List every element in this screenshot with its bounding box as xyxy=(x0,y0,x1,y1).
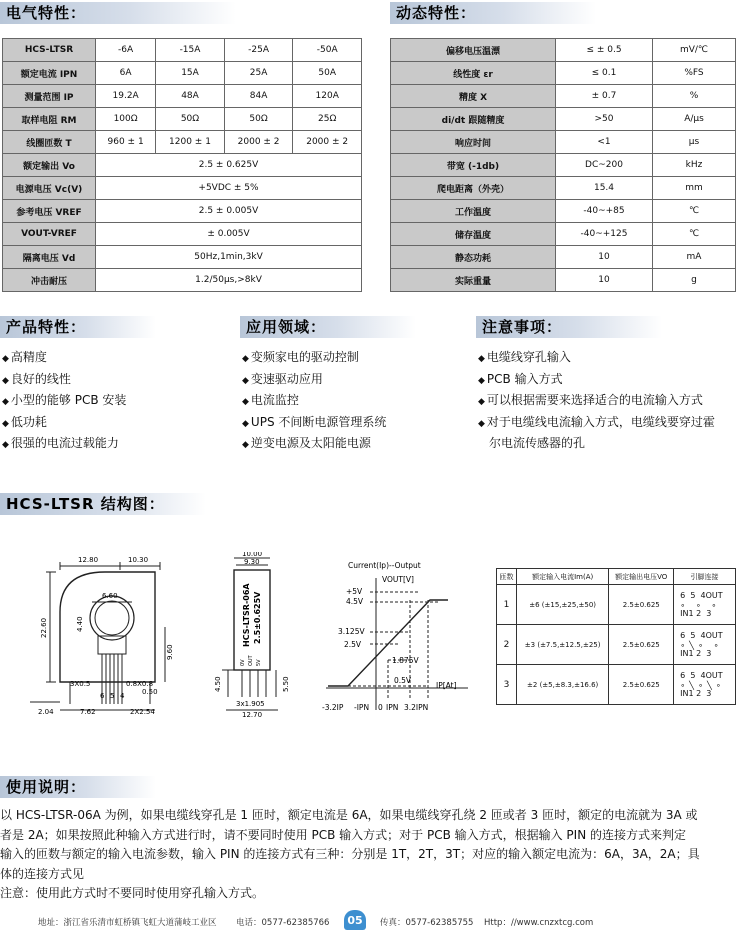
dyn-unit: % xyxy=(653,85,736,108)
product-item-text: 小型的能够 PCB 安装 xyxy=(10,393,127,407)
conn-turns: 3 xyxy=(497,665,517,705)
conn-header-cell: 额定输出电压VO xyxy=(609,569,674,585)
y-tick-4-5v: 4.5V xyxy=(346,597,364,606)
conn-current: ±3 (±7.5,±12.5,±25) xyxy=(516,625,608,665)
dim-10-30: 10.30 xyxy=(128,556,149,564)
conn-row xyxy=(497,585,736,625)
dyn-unit: ℃ xyxy=(653,223,736,246)
elec-row xyxy=(3,200,362,223)
dyn-row xyxy=(391,200,736,223)
elec-row xyxy=(3,85,362,108)
bullet-icon: ◆ xyxy=(478,397,485,407)
elec-header-cell: -15A xyxy=(156,39,225,62)
dim-2-04: 2.04 xyxy=(38,708,54,716)
usage-line: 输入的匝数与额定的输入电流参数，输入 PIN 的连接方式有三种：分别是 1T，2T，3T；对应的输入额定电流为：6A，3A，2A；具 xyxy=(0,847,700,861)
dim-2x2-54: 2X2.54 xyxy=(130,708,155,716)
dim-9-60: 9.60 xyxy=(166,644,174,660)
notice-item xyxy=(478,413,715,435)
usage-header: 使用说明： xyxy=(0,776,156,798)
elec-row-label: 取样电阻 RM xyxy=(3,108,96,131)
elec-row xyxy=(3,223,362,246)
usage-line: 注意：使用此方式时不要同时使用穿孔输入方式。 xyxy=(0,886,265,900)
dynamic-table xyxy=(390,38,736,292)
conn-pin-diagram xyxy=(674,585,736,625)
dyn-unit: A/μs xyxy=(653,108,736,131)
bullet-icon: ◆ xyxy=(2,375,9,386)
elec-row xyxy=(3,154,362,177)
notice-item-text: 电缆线穿孔输入 xyxy=(486,350,571,364)
elec-cell: 6A xyxy=(96,62,156,85)
dyn-row-label: 线性度 εr xyxy=(391,62,556,85)
notice-item xyxy=(478,434,715,454)
application-item-text: UPS 不间断电源管理系统 xyxy=(250,414,387,429)
elec-cell: +5VDC ± 5% xyxy=(96,177,362,200)
dyn-row-label: 爬电距离（外壳） xyxy=(391,177,556,200)
graph-x-axis-label: IP[At] xyxy=(436,681,457,690)
pin-top-labels: 6 5 4OUT xyxy=(680,670,723,680)
elec-cell: 50Ω xyxy=(224,108,293,131)
conn-voltage: 2.5±0.625 xyxy=(609,665,674,705)
dynamic-header: 动态特性： xyxy=(390,2,596,24)
bullet-icon: ◆ xyxy=(242,354,249,364)
dyn-unit: %FS xyxy=(653,62,736,85)
elec-cell: 15A xyxy=(156,62,225,85)
elec-cell: 120A xyxy=(293,85,362,108)
conn-header-cell: 匝数 xyxy=(497,569,517,585)
dyn-value: DC~200 xyxy=(556,154,653,177)
notice-item-text: 对于电缆线电流输入方式，电缆线要穿过霍 xyxy=(486,414,715,429)
dyn-unit: μs xyxy=(653,131,736,154)
product-item-text: 高精度 xyxy=(10,350,47,364)
dim-4-40: 4.40 xyxy=(76,616,84,632)
bullet-icon: ◆ xyxy=(478,354,485,364)
pin-link-icon: ∘╲∘╲∘ xyxy=(680,680,725,690)
pin-4-label: 4 xyxy=(120,692,125,700)
bullet-icon: ◆ xyxy=(242,440,249,450)
footer-website: Http：//www.cnzxtcg.com xyxy=(484,918,594,928)
product-item-text: 很强的电流过载能力 xyxy=(10,436,119,450)
dyn-row xyxy=(391,131,736,154)
elec-row-label: 测量范围 IP xyxy=(3,85,96,108)
pin-out-marking: OUT xyxy=(248,655,254,666)
product-list xyxy=(2,348,126,456)
elec-cell: 25A xyxy=(224,62,293,85)
elec-cell: 19.2A xyxy=(96,85,156,108)
dim-10-00: 10.00 xyxy=(242,552,263,558)
dyn-row xyxy=(391,269,736,292)
pin-top-labels: 6 5 4OUT xyxy=(680,630,723,640)
structure-header: HCS-LTSR 结构图： xyxy=(0,493,206,515)
application-item-text: 变速驱动应用 xyxy=(250,371,323,386)
notice-item-text: 可以根据需要来选择适合的电流输入方式 xyxy=(486,393,703,407)
spec-marking: 2.5±0.625V xyxy=(253,591,262,644)
dyn-unit: kHz xyxy=(653,154,736,177)
dyn-value: 10 xyxy=(556,269,653,292)
page-number: 05 xyxy=(344,910,366,930)
dyn-row xyxy=(391,62,736,85)
elec-cell: 1.2/50μs,>8kV xyxy=(96,269,362,292)
notice-item xyxy=(478,391,715,413)
x-tick-minus-ipn: -IPN xyxy=(354,703,370,712)
notice-item xyxy=(478,348,715,370)
elec-row-label: 额定输出 Vo xyxy=(3,154,96,177)
model-marking: HCS-LTSR-06A xyxy=(242,583,251,647)
dyn-unit: mA xyxy=(653,246,736,269)
conn-pin-diagram xyxy=(674,665,736,705)
conn-current: ±6 (±15,±25,±50) xyxy=(516,585,608,625)
dyn-row xyxy=(391,108,736,131)
bullet-icon: ◆ xyxy=(478,375,485,386)
bullet-icon: ◆ xyxy=(2,354,9,364)
usage-line: 以 HCS-LTSR-06A 为例，如果电缆线穿孔是 1 匝时，额定电流是 6A，如果电缆线穿孔绕 2 匝或者 3 匝时，额定的电流就为 3A 或 xyxy=(0,808,698,822)
elec-cell: 48A xyxy=(156,85,225,108)
dim-3x0-5: 3X0.5 xyxy=(70,680,91,688)
dyn-row xyxy=(391,154,736,177)
conn-header-cell: 引脚连接 xyxy=(674,569,736,585)
dim-0-50: 0.50 xyxy=(142,688,158,696)
elec-row-label: 线圈匝数 T xyxy=(3,131,96,154)
dyn-unit: mV/℃ xyxy=(653,39,736,62)
dim-22-60: 22.60 xyxy=(40,617,48,638)
conn-turns: 1 xyxy=(497,585,517,625)
output-graph xyxy=(318,560,488,718)
elec-cell: 50Hz,1min,3kV xyxy=(96,246,362,269)
dyn-row xyxy=(391,85,736,108)
elec-cell: 84A xyxy=(224,85,293,108)
application-item xyxy=(242,391,386,413)
elec-row-label: 冲击耐压 xyxy=(3,269,96,292)
dyn-row xyxy=(391,177,736,200)
dyn-row-label: di/dt 跟随精度 xyxy=(391,108,556,131)
product-item xyxy=(2,348,126,370)
application-item-text: 电流监控 xyxy=(250,393,299,407)
elec-row xyxy=(3,246,362,269)
conn-voltage: 2.5±0.625 xyxy=(609,585,674,625)
elec-cell: 100Ω xyxy=(96,108,156,131)
connection-table xyxy=(496,568,736,705)
elec-row-label: 电源电压 Vc(V) xyxy=(3,177,96,200)
elec-row xyxy=(3,177,362,200)
y-tick-2-5v: 2.5V xyxy=(344,640,362,649)
notice-list xyxy=(478,348,715,454)
y-tick-3-125v: 3.125V xyxy=(338,627,365,636)
footer-address: 地址：浙江省乐清市虹桥镇飞虹大道蒲岐工业区 xyxy=(38,918,217,928)
dyn-value: -40~+85 xyxy=(556,200,653,223)
elec-cell: 2000 ± 2 xyxy=(293,131,362,154)
side-view-drawing xyxy=(212,552,302,717)
dyn-unit: g xyxy=(653,269,736,292)
application-item xyxy=(242,348,386,370)
dyn-unit: ℃ xyxy=(653,200,736,223)
elec-cell: 2000 ± 2 xyxy=(224,131,293,154)
dim-9-30: 9.30 xyxy=(244,558,260,566)
conn-current: ±2 (±5,±8.3,±16.6) xyxy=(516,665,608,705)
elec-cell: 2.5 ± 0.005V xyxy=(96,200,362,223)
pin-top-labels: 6 5 4OUT xyxy=(680,590,723,600)
pin-bottom-labels: IN1 2 3 xyxy=(680,688,712,698)
elec-header-cell: -50A xyxy=(293,39,362,62)
dim-6-60: 6.60 xyxy=(102,592,118,600)
x-tick-minus-3-2ip: -3.2IP xyxy=(322,703,344,712)
conn-voltage: 2.5±0.625 xyxy=(609,625,674,665)
dim-5-50: 5.50 xyxy=(282,676,290,692)
dim-7-62: 7.62 xyxy=(80,708,96,716)
dim-0-8x0-8: 0.8X0.8 xyxy=(126,680,154,688)
application-item-text: 变频家电的驱动控制 xyxy=(250,350,359,364)
notice-item xyxy=(478,370,715,392)
notice-header: 注意事项： xyxy=(476,316,662,338)
product-item xyxy=(2,391,126,413)
elec-row xyxy=(3,131,362,154)
conn-pin-diagram xyxy=(674,625,736,665)
dyn-value: -40~+125 xyxy=(556,223,653,246)
dyn-row xyxy=(391,39,736,62)
conn-turns: 2 xyxy=(497,625,517,665)
bullet-icon: ◆ xyxy=(242,375,249,386)
graph-title: Current(Ip)--Output xyxy=(348,561,421,570)
bullet-icon: ◆ xyxy=(242,397,249,407)
usage-text xyxy=(0,806,737,904)
pin-bottom-labels: IN1 2 3 xyxy=(680,648,712,658)
dyn-value: >50 xyxy=(556,108,653,131)
bullet-icon: ◆ xyxy=(478,418,485,429)
elec-header-row xyxy=(3,39,362,62)
application-item-text: 逆变电源及太阳能电源 xyxy=(250,436,371,450)
application-item xyxy=(242,370,386,392)
product-item-text: 低功耗 xyxy=(10,414,47,429)
x-tick-3-2ipn: 3.2IPN xyxy=(404,703,429,712)
dim-3x1-905: 3x1.905 xyxy=(236,700,265,708)
dyn-row-label: 响应时间 xyxy=(391,131,556,154)
bullet-icon: ◆ xyxy=(2,440,9,450)
elec-cell: 50Ω xyxy=(156,108,225,131)
dyn-unit: mm xyxy=(653,177,736,200)
pin-bottom-labels: IN1 2 3 xyxy=(680,608,712,618)
elec-cell: ± 0.005V xyxy=(96,223,362,246)
pin-5v-marking: 5V xyxy=(256,659,262,666)
product-item xyxy=(2,413,126,435)
application-header: 应用领域： xyxy=(240,316,416,338)
bullet-icon: ◆ xyxy=(242,418,249,429)
dyn-row xyxy=(391,223,736,246)
elec-header-cell: -6A xyxy=(96,39,156,62)
conn-row xyxy=(497,625,736,665)
elec-header-cell: -25A xyxy=(224,39,293,62)
dyn-row-label: 实际重量 xyxy=(391,269,556,292)
elec-row xyxy=(3,62,362,85)
pin-link-icon: ∘╲∘ ∘ xyxy=(680,640,723,650)
conn-header-cell: 额定输入电流Im(A) xyxy=(516,569,608,585)
dim-4-50: 4.50 xyxy=(214,676,222,692)
dyn-value: ≤ ± 0.5 xyxy=(556,39,653,62)
elec-row-label: 参考电压 VREF xyxy=(3,200,96,223)
usage-line: 者是 2A；如果按照此种输入方式进行时，请不要同时使用 PCB 输入方式；对于 PCB 输入方式，根据输入 PIN 的连接方式来判定 xyxy=(0,827,686,842)
dyn-row-label: 静态功耗 xyxy=(391,246,556,269)
product-item-text: 良好的线性 xyxy=(10,371,71,386)
dyn-row xyxy=(391,246,736,269)
y-tick-0-5v: 0.5V xyxy=(394,676,412,685)
notice-item-text: 尔电流传感器的孔 xyxy=(489,436,586,450)
electrical-header: 电气特性： xyxy=(0,2,236,24)
dim-12-80: 12.80 xyxy=(78,556,99,564)
elec-cell: 25Ω xyxy=(293,108,362,131)
bullet-icon: ◆ xyxy=(2,397,9,407)
application-list xyxy=(242,348,386,456)
footer-phone: 电话：0577-62385766 xyxy=(236,918,330,928)
dyn-value: ≤ 0.1 xyxy=(556,62,653,85)
elec-row xyxy=(3,108,362,131)
dyn-value: ± 0.7 xyxy=(556,85,653,108)
conn-header-row xyxy=(497,569,736,585)
elec-cell: 2.5 ± 0.625V xyxy=(96,154,362,177)
electrical-table xyxy=(2,38,362,292)
dyn-value: 15.4 xyxy=(556,177,653,200)
product-item xyxy=(2,370,126,392)
elec-row-label: 额定电流 IPN xyxy=(3,62,96,85)
product-item xyxy=(2,434,126,456)
dyn-row-label: 工作温度 xyxy=(391,200,556,223)
graph-y-axis-label: VOUT[V] xyxy=(382,575,414,584)
pin-link-icon: ∘ ∘ ∘ xyxy=(680,600,721,610)
bullet-icon: ◆ xyxy=(2,418,9,429)
y-tick-1-875v: 1.875V xyxy=(392,656,419,665)
elec-cell: 960 ± 1 xyxy=(96,131,156,154)
notice-item-text: PCB 输入方式 xyxy=(486,371,563,386)
y-tick-5v: +5V xyxy=(346,587,363,596)
dyn-row-label: 偏移电压温漂 xyxy=(391,39,556,62)
conn-row xyxy=(497,665,736,705)
application-item xyxy=(242,434,386,456)
product-header: 产品特性： xyxy=(0,316,156,338)
elec-header-cell: HCS-LTSR xyxy=(3,39,96,62)
x-tick-0: 0 xyxy=(378,703,383,712)
elec-row-label: 隔离电压 Vd xyxy=(3,246,96,269)
dyn-row-label: 带宽 (-1db) xyxy=(391,154,556,177)
dim-12-70: 12.70 xyxy=(242,711,263,717)
pin-6-label: 6 xyxy=(100,692,105,700)
x-tick-ipn: IPN xyxy=(386,703,399,712)
pin-5-label: 5 xyxy=(110,692,115,700)
elec-row xyxy=(3,269,362,292)
usage-line: 体的连接方式见 xyxy=(0,866,85,881)
front-view-drawing xyxy=(0,552,190,717)
dyn-value: 10 xyxy=(556,246,653,269)
elec-cell: 50A xyxy=(293,62,362,85)
dyn-row-label: 储存温度 xyxy=(391,223,556,246)
dyn-value: <1 xyxy=(556,131,653,154)
application-item xyxy=(242,413,386,435)
dyn-row-label: 精度 X xyxy=(391,85,556,108)
footer-fax: 传真：0577-62385755 xyxy=(380,918,474,928)
elec-cell: 1200 ± 1 xyxy=(156,131,225,154)
elec-row-label: VOUT-VREF xyxy=(3,223,96,246)
pin-0v-marking: 0V xyxy=(240,659,246,666)
